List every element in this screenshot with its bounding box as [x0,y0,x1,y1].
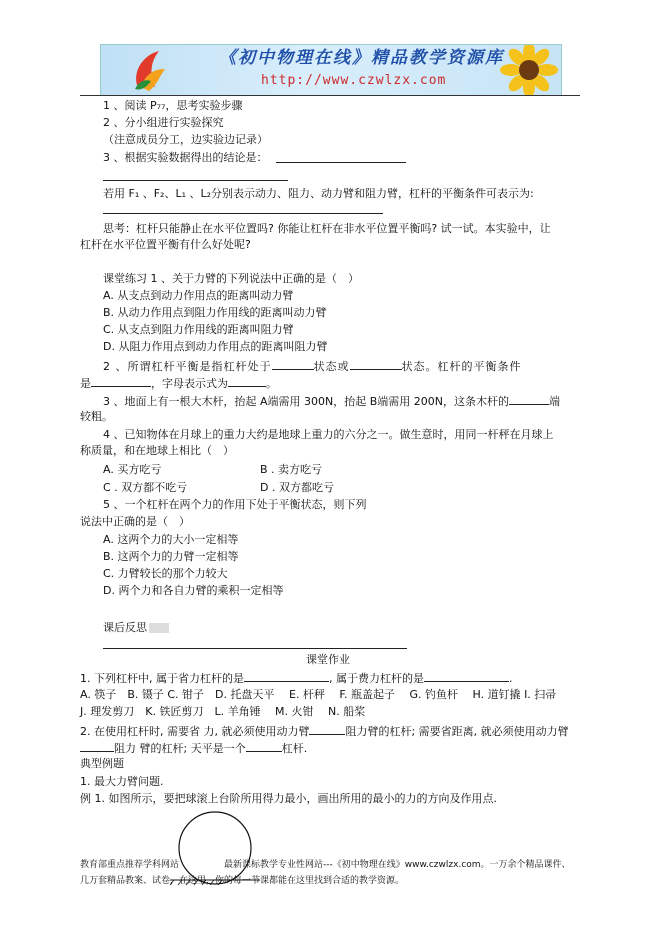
q2-text-a: 2 、所谓杠杆平衡是指杠杆处于 [103,360,272,373]
hw-q2-blank-2 [80,739,114,752]
typical-title: 典型例题 [80,757,124,770]
step-3-blank-2 [103,180,288,181]
q1-option-d: D. 从阻力作用点到动力作用点的距离叫阻力臂 [103,340,328,353]
homework-q2-line2 [80,739,307,757]
exercise-q4-line2: 称质量，和在地球上相比（ ） [80,444,234,457]
q5-option-d: D. 两个力和各自力臂的乘积一定相等 [103,584,284,597]
q4-option-d: D . 双方都吃亏 [260,481,334,494]
header-rule [80,95,580,96]
exercise-q5-line2: 说法中正确的是（ ） [80,515,190,528]
q2-blank-2 [350,357,402,370]
exercise-q2-line1 [103,357,522,375]
q5-option-b: B. 这两个力的力臂一定相等 [103,550,239,563]
q4-option-a: A. 买方吃亏 [103,463,162,476]
typical-sub: 1. 最大力臂问题. [80,775,164,788]
hw-q2-text-b: 阻力臂的杠杆; 需要省距离, 就必须使用动力臂 [345,725,569,738]
q1-option-a: A. 从支点到动力作用点的距离叫动力臂 [103,289,294,302]
hw-q1-text-b: , 属于费力杠杆的是 [328,672,424,685]
q5-option-a: A. 这两个力的大小一定相等 [103,533,239,546]
reflection-line [103,648,407,649]
exercise-q3-line1 [103,392,560,410]
homework-q1 [80,669,512,687]
q4-option-c: C . 双方都不吃亏 [103,481,188,494]
hw-q2-blank-1 [309,722,345,735]
exercise-q2-line2 [80,374,277,392]
think-line-2: 杠杆在水平位置平衡有什么好处呢? [80,238,251,251]
q5-option-c: C. 力臂较长的那个力较大 [103,567,228,580]
q2-text-f: 。 [266,377,277,390]
exercise-q3-line2: 较粗。 [80,410,113,423]
q2-text-c: 状态。杠杆的平衡条件 [401,360,522,373]
footer-line-2: 几万套精品教案、试卷，在这里，你的每一节课都能在这里找到合适的教学资源。 [80,876,405,886]
q4-option-b: B . 卖方吃亏 [260,463,323,476]
exercise-q5-line1: 5 、一个杠杆在两个力的作用下处于平衡状态，则下列 [103,498,367,511]
hw-q1-blank-2 [424,669,509,682]
q2-text-b: 状态或 [313,360,350,373]
reflection-label [103,620,169,636]
reflection-text: 课后反思 [103,621,147,634]
q3-text-a: 3 、地面上有一根大木杆，抬起 A端需用 300N，抬起 B端需用 200N，这条木杆的 [103,395,509,408]
hw-q1-text-c: . [508,672,513,685]
balance-condition-text: 若用 F₁ 、F₂、L₁ 、L₂分别表示动力、阻力、动力臂和阻力臂，杠杆的平衡条件可表示为: [103,187,534,200]
hw-q1-blank-1 [244,669,329,682]
q3-text-b: 端 [549,395,560,408]
q1-option-c: C. 从支点到阻力作用线的距离叫阻力臂 [103,323,294,336]
reflection-box [149,623,169,633]
header-banner [100,44,562,96]
colorful-leaf-logo-icon [129,47,169,93]
exercise-q4-line1: 4 、已知物体在月球上的重力大约是地球上重力的六分之一。做生意时，用同一杆秤在月球上 [103,428,554,441]
hw-q2-text-a: 2. 在使用杠杆时, 需要省 力, 就必须使用动力臂 [80,725,310,738]
homework-title: 课堂作业 [306,653,350,666]
exercise-q1: 课堂练习 1 、关于力臂的下列说法中正确的是（ ） [103,272,359,285]
q3-blank [509,392,549,405]
hw-q2-text-d: 杠杆. [281,742,308,755]
banner-title: 《初中物理在线》精品教学资源库 [219,48,504,68]
hw-q2-text-c: 阻力 臂的杠杆; 天平是一个 [114,742,246,755]
homework-q2-line1 [80,722,569,740]
think-line-1: 思考：杠杆只能静止在水平位置吗? 你能让杠杆在非水平位置平衡吗? 试一试。本实验中，让 [103,222,551,235]
homework-items-2: J. 理发剪刀 K. 铁匠剪刀 L. 羊角锤 M. 火钳 N. 船桨 [80,705,366,718]
step-2-note: （注意成员分工，边实验边记录） [103,133,268,146]
hw-q1-text-a: 1. 下列杠杆中, 属于省力杠杆的是 [80,672,244,685]
footer-line-1: 教育部重点推荐学科网站 最新课标教学专业性网站---《初中物理在线》www.czwlzx.com。一万余个精品课件、 [80,860,571,870]
q2-blank-1 [272,357,314,370]
typical-example: 例 1. 如图所示，要把球滚上台阶所用得力最小，画出所用的最小的力的方向及作用点. [80,792,497,805]
step-1: 1 、阅读 P₇₇，思考实验步骤 [103,99,243,112]
q2-blank-4 [228,374,266,387]
q2-text-d: 是 [80,377,91,390]
step-3-blank [276,162,406,163]
q2-blank-3 [91,374,151,387]
q2-text-e: ，字母表示式为 [151,377,228,390]
homework-items-1: A. 筷子 B. 镊子 C. 钳子 D. 托盘天平 E. 杆秤 F. 瓶盖起子 G. 钓鱼杆 H. 道钉撬 I. 扫帚 [80,688,557,701]
sunflower-icon [489,45,559,95]
banner-url: http://www.czwlzx.com [261,73,447,88]
step-2: 2 、分小组进行实验探究 [103,116,224,129]
balance-condition-blank [103,213,383,214]
hw-q2-blank-3 [246,739,282,752]
q1-option-b: B. 从动力作用点到阻力作用线的距离叫动力臂 [103,306,327,319]
step-3: 3 、根据实验数据得出的结论是： [103,151,268,164]
